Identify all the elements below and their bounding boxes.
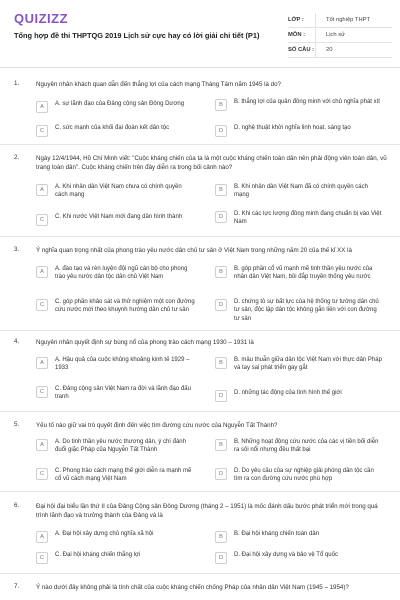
option-b[interactable]	[215, 530, 382, 543]
option-text: C. góp phần khảo sát và thử nghiệm một con đường cứu nước mới theo khuynh hướng dân chủ tư sản	[55, 299, 195, 314]
option-text: D. những tác động của tình hình thế giới	[234, 390, 342, 396]
option-b[interactable]	[215, 183, 382, 200]
option-letter: D	[215, 299, 227, 311]
option-text: D. Khi các lực lượng đồng minh đang chuẩn bị vào Việt Nam	[234, 211, 382, 226]
option-b[interactable]	[215, 98, 382, 111]
meta-key: SỐ CÂU :	[288, 47, 315, 53]
question-text: Nguyên nhân khách quan dẫn đến thắng lợi của cách mạng Tháng Tám năm 1945 là do?	[36, 81, 281, 88]
option-a[interactable]	[36, 438, 195, 455]
question-number: 5.	[14, 421, 20, 428]
meta-value: 20	[315, 43, 392, 57]
option-a[interactable]	[36, 183, 195, 200]
option-text: B. mâu thuẫn giữa dân tộc Việt Nam với thực dân Pháp và tay sai phát triển gay gắt	[234, 357, 382, 372]
option-d[interactable]	[215, 210, 382, 227]
question-number: 3.	[14, 246, 20, 253]
option-letter: B	[215, 531, 227, 543]
option-letter: C	[36, 214, 48, 226]
meta-subject-row	[288, 28, 392, 43]
option-text: C. sức mạnh của khối đại đoàn kết dân tộc	[55, 125, 170, 131]
option-d[interactable]	[215, 551, 382, 564]
option-text: B. Những hoạt động cứu nước của các vị tiền bối diễn ra sôi nổi nhưng đều thất bại	[234, 439, 379, 454]
meta-key: MÔN :	[288, 32, 306, 38]
option-letter: C	[36, 125, 48, 137]
option-letter: A	[36, 439, 48, 451]
question-divider	[0, 236, 400, 237]
meta-count-row	[288, 43, 392, 58]
option-b[interactable]	[215, 438, 382, 455]
option-text: A. Hậu quả của cuộc khủng khoảng kinh tế 1929 – 1933	[55, 357, 190, 372]
option-letter: A	[36, 531, 48, 543]
question-text: Yếu tố nào giữ vai trò quyết định đến việc tìm đường cứu nước của Nguyễn Tất Thành?	[36, 422, 278, 429]
header-divider	[0, 67, 400, 68]
worksheet-title: Tổng hợp đề thi THPTQG 2019 Lịch sử cực hay có lời giải chi tiết (P1)	[14, 31, 260, 40]
option-letter: A	[36, 266, 48, 278]
option-letter: B	[215, 266, 227, 278]
question-text: Đại hội đại biểu lần thứ II của Đảng Cộng sản Đông Dương (tháng 2 – 1951) là mốc đánh dấu bước phát triển mới trong quá trình lãnh đạo và trưởng thành của Đảng và là	[36, 503, 378, 519]
option-text: A. Đại hội xây dựng chủ nghĩa xã hội	[55, 531, 154, 537]
option-d[interactable]	[215, 298, 382, 323]
question-text: Ngày 12/4/1944, Hồ Chí Minh viết: "Cuộc kháng chiến của ta là một cuộc kháng chiến toàn dân nên phải động viên toàn dân, vũ trang toàn dân". Cuộc kháng chiến trên đây diễn ra trong bối cảnh nào?	[36, 155, 387, 171]
option-c[interactable]	[36, 213, 195, 226]
question-divider	[0, 330, 400, 331]
option-d[interactable]	[215, 124, 382, 137]
option-letter: A	[36, 101, 48, 113]
option-letter: C	[36, 552, 48, 564]
option-letter: C	[36, 468, 48, 480]
question-divider	[0, 491, 400, 492]
option-letter: D	[215, 125, 227, 137]
option-letter: D	[215, 211, 227, 223]
option-letter: B	[215, 357, 227, 369]
question-number: 7.	[14, 583, 20, 590]
question-text: Ý nào dưới đây không phải là tính chất của cuộc kháng chiến chống Pháp của nhân dân Việt Nam (1945 – 1954)?	[36, 584, 349, 591]
option-text: D. Đại hội xây dựng và bảo vệ Tổ quốc	[234, 552, 338, 558]
option-d[interactable]	[215, 389, 382, 402]
question-divider	[0, 144, 400, 145]
option-text: C. Phong trào cách mạng thế giới diễn ra mạnh mẽ cổ vũ cách mạng Việt Nam	[55, 468, 192, 483]
option-c[interactable]	[36, 124, 195, 137]
option-a[interactable]	[36, 100, 195, 113]
option-text: B. góp phần cổ vũ mạnh mẽ tinh thần yêu nước của nhân dân Việt Nam, bồi đắp truyền thống yêu nước	[234, 266, 373, 281]
option-text: A. đào tạo và rèn luyện đội ngũ cán bộ cho phong trào yêu nước dân tộc dân chủ Việt Nam	[55, 266, 188, 281]
option-text: C. Đại hội kháng chiến thắng lợi	[55, 552, 141, 558]
worksheet-meta	[288, 13, 392, 58]
option-text: D. chứng tỏ sự bất lực của hệ thống tư tưởng dân chủ tư sản, độc lập dân tộc không gắn liền với con đường tư sản	[234, 299, 379, 322]
question-divider	[0, 411, 400, 412]
meta-class-row	[288, 13, 392, 28]
meta-value: Tốt nghiệp THPT	[315, 13, 392, 27]
option-a[interactable]	[36, 356, 195, 373]
question-number: 6.	[14, 502, 20, 509]
worksheet-header	[0, 0, 400, 70]
question-number: 1.	[14, 80, 20, 87]
option-text: A. Do tinh thần yêu nước thương dân, ý chí đánh đuổi giặc Pháp của Nguyễn Tất Thành	[55, 439, 186, 454]
option-letter: C	[36, 386, 48, 398]
option-letter: D	[215, 390, 227, 402]
option-a[interactable]	[36, 265, 195, 282]
option-text: C. Đảng cộng sản Việt Nam ra đời và lãnh đạo đấu tranh	[55, 386, 191, 401]
option-letter: A	[36, 184, 48, 196]
option-text: B. Khi nhân dân Việt Nam đã có chính quyền cách mạng	[234, 184, 368, 199]
question-divider	[0, 573, 400, 574]
question-number: 4.	[14, 338, 20, 345]
question-text: Nguyên nhân quyết định sự bùng nổ của phong trào cách mạng 1930 – 1931 là	[36, 339, 254, 346]
option-a[interactable]	[36, 530, 195, 543]
option-letter: B	[215, 99, 227, 111]
option-letter: C	[36, 299, 48, 311]
option-text: D. nghệ thuật khởi nghĩa linh hoạt, sáng tạo	[234, 125, 351, 131]
option-letter: A	[36, 357, 48, 369]
option-letter: D	[215, 468, 227, 480]
option-text: A. Khi nhân dân Việt Nam chưa có chính quyền cách mạng	[55, 184, 182, 199]
option-b[interactable]	[215, 356, 382, 373]
option-letter: B	[215, 439, 227, 451]
option-text: A. sự lãnh đạo của Đảng cộng sản Đông Dương	[55, 101, 185, 107]
option-d[interactable]	[215, 467, 382, 484]
option-text: B. thắng lợi của quân đồng minh với chủ nghĩa phát xít	[234, 99, 380, 105]
option-text: D. Do yêu cầu của sự nghiệp giải phóng dân tộc cần tìm ra con đường cứu nước phù hợp	[234, 468, 374, 483]
option-text: B. Đại hội kháng chiến toàn dân	[234, 531, 320, 537]
option-letter: B	[215, 184, 227, 196]
meta-key: LỚP :	[288, 17, 304, 23]
meta-value: Lịch sử	[315, 28, 392, 42]
question-number: 2.	[14, 154, 20, 161]
quizizz-logo: QUIZIZZ	[14, 11, 69, 26]
option-letter: D	[215, 552, 227, 564]
option-text: C. Khi nước Việt Nam mới đang dần hình thành	[55, 214, 183, 220]
option-c[interactable]	[36, 298, 195, 315]
option-b[interactable]	[215, 265, 382, 282]
option-c[interactable]	[36, 385, 195, 402]
option-c[interactable]	[36, 467, 195, 484]
question-text: Ý nghĩa quan trọng nhất của phong trào yêu nước dân chủ tư sản ở Việt Nam trong những năm 20 của thế kỉ XX là	[36, 247, 352, 254]
option-c[interactable]	[36, 551, 195, 564]
